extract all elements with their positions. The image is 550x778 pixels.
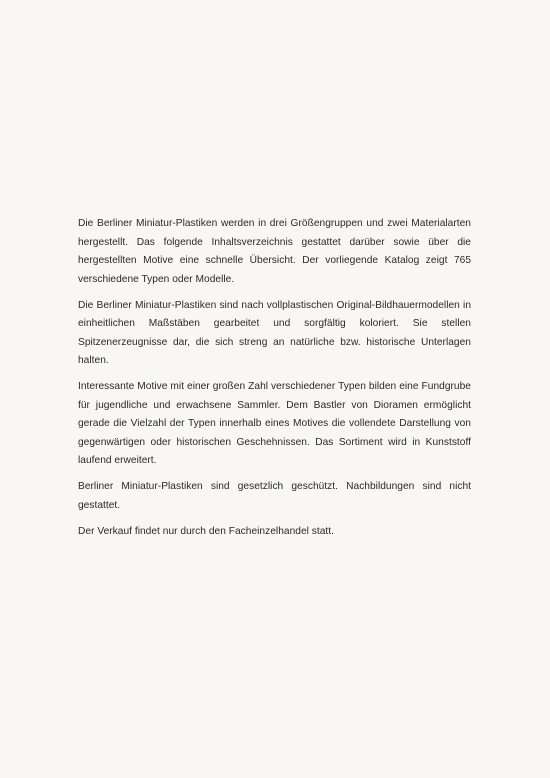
paragraph-original-models: Die Berliner Miniatur-Plastiken sind nach vollplastischen Original-Bildhauermodellen in einheitlichen Maßstäben gearbeitet und sorgfältig koloriert. Sie stellen Spitzenerzeugnisse dar, die sich streng an natürliche bzw. historische Unterlagen halten. [78,299,471,366]
paragraph-size-groups: Die Berliner Miniatur-Plastiken werden in drei Größengruppen und zwei Materialarten hergestellt. Das folgende Inhaltsverzeichnis gestattet darüber sowie über die hergestellten Motive eine schnelle Übersicht. Der vorliegende Katalog zeigt 765 verschiedene Typen oder Modelle. [78,218,471,285]
paragraph-collectors: Interessante Motive mit einer großen Zahl verschiedener Typen bilden eine Fundgrube für jugendliche und erwachsene Sammler. Dem Bastler von Dioramen ermöglicht gerade die Vielzahl der Typen innerhalb eines Motives die vollendete Darstellung von gegenwärtigen oder historischen Geschehnissen. Das Sortiment wird in Kunststoff laufend erweitert. [78,381,471,466]
paragraph-retail: Der Verkauf findet nur durch den Facheinzelhandel statt. [78,525,334,537]
body-text [78,215,471,549]
paragraph-legal-protection: Berliner Miniatur-Plastiken sind gesetzlich geschützt. Nachbildungen sind nicht gestattet. [78,481,471,511]
